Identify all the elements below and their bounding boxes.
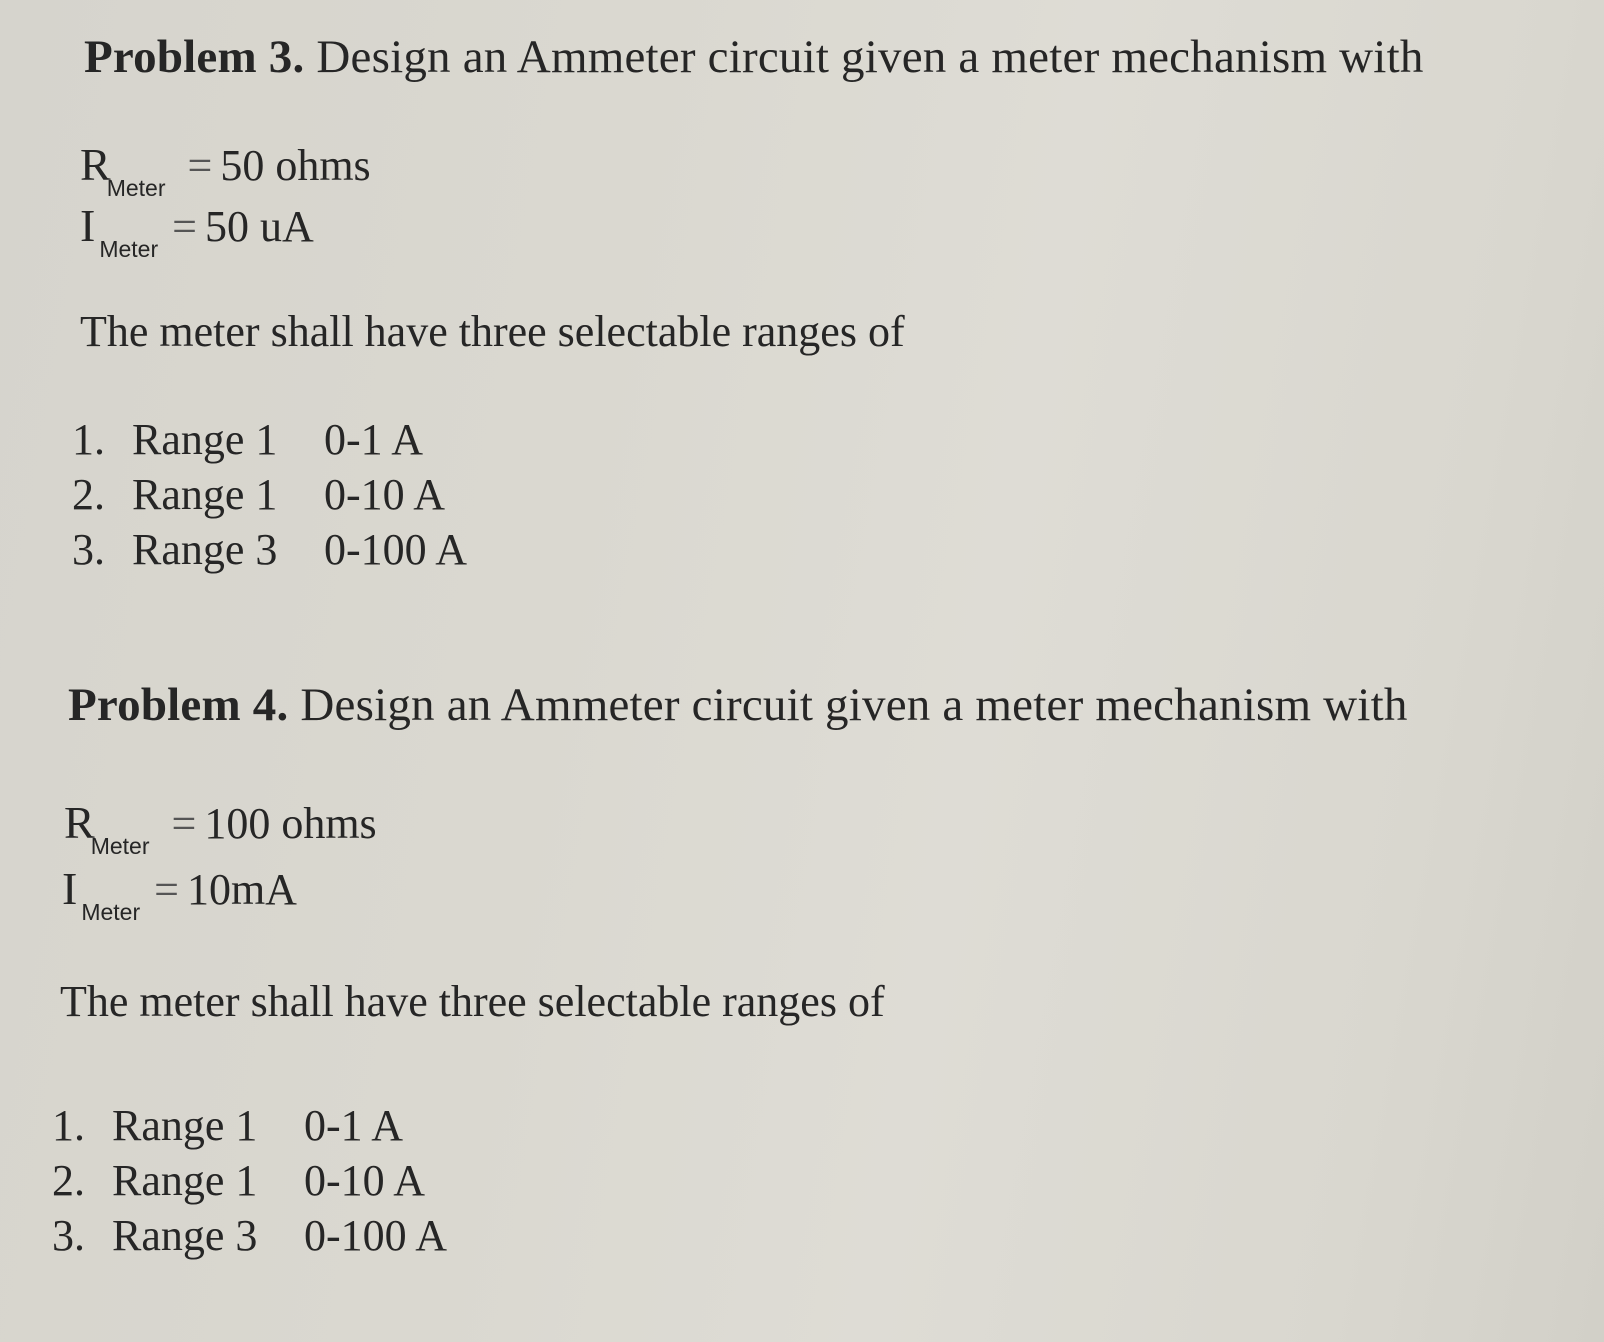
range-number: 1. bbox=[52, 1101, 85, 1150]
range-number: 3. bbox=[52, 1211, 85, 1260]
problem-4-number: Problem 4. bbox=[68, 679, 289, 731]
problem-4-heading bbox=[68, 678, 1408, 732]
range-value: 0-10 A bbox=[304, 1156, 425, 1205]
current-value: 10mA bbox=[186, 865, 297, 914]
problem-4-ranges-intro: The meter shall have three selectable ranges of bbox=[60, 977, 885, 1026]
current-symbol: I bbox=[62, 863, 78, 914]
range-value: 0-10 A bbox=[324, 470, 445, 519]
problem-4-meter-current bbox=[62, 863, 297, 925]
problem-4-meter-resistance bbox=[64, 797, 377, 859]
equals-sign: = bbox=[187, 141, 213, 190]
equals-sign: = bbox=[171, 799, 197, 848]
resistance-symbol: R bbox=[80, 139, 111, 190]
equals-sign: = bbox=[172, 202, 197, 251]
range-number: 3. bbox=[72, 525, 105, 574]
range-name: Range 1 bbox=[112, 1101, 258, 1150]
current-subscript: Meter bbox=[99, 236, 159, 262]
resistance-value: 50 ohms bbox=[220, 141, 371, 190]
range-name: Range 3 bbox=[112, 1211, 258, 1260]
current-value: 50 uA bbox=[204, 202, 314, 251]
problem-4-statement: Design an Ammeter circuit given a meter mechanism with bbox=[300, 679, 1408, 731]
problem-3-meter-resistance bbox=[80, 139, 371, 201]
problem-3-ranges-intro: The meter shall have three selectable ranges of bbox=[80, 307, 905, 356]
range-value: 0-100 A bbox=[324, 525, 467, 574]
current-symbol: I bbox=[80, 200, 96, 251]
range-name: Range 1 bbox=[132, 470, 278, 519]
range-value: 0-1 A bbox=[324, 415, 423, 464]
resistance-value: 100 ohms bbox=[204, 799, 377, 848]
range-number: 2. bbox=[52, 1156, 85, 1205]
resistance-subscript: Meter bbox=[90, 833, 150, 859]
range-name: Range 1 bbox=[132, 415, 278, 464]
resistance-symbol: R bbox=[64, 797, 95, 848]
range-value: 0-1 A bbox=[304, 1101, 403, 1150]
resistance-subscript: Meter bbox=[106, 175, 166, 201]
range-name: Range 3 bbox=[132, 525, 278, 574]
problem-3-number: Problem 3. bbox=[84, 31, 305, 83]
range-name: Range 1 bbox=[112, 1156, 258, 1205]
problem-3-statement: Design an Ammeter circuit given a meter mechanism with bbox=[316, 31, 1424, 83]
equals-sign: = bbox=[154, 865, 179, 914]
range-number: 1. bbox=[72, 415, 105, 464]
range-value: 0-100 A bbox=[304, 1211, 447, 1260]
range-number: 2. bbox=[72, 470, 105, 519]
current-subscript: Meter bbox=[81, 899, 141, 925]
problem-3-meter-current bbox=[80, 200, 314, 262]
problem-3-heading bbox=[84, 30, 1424, 84]
